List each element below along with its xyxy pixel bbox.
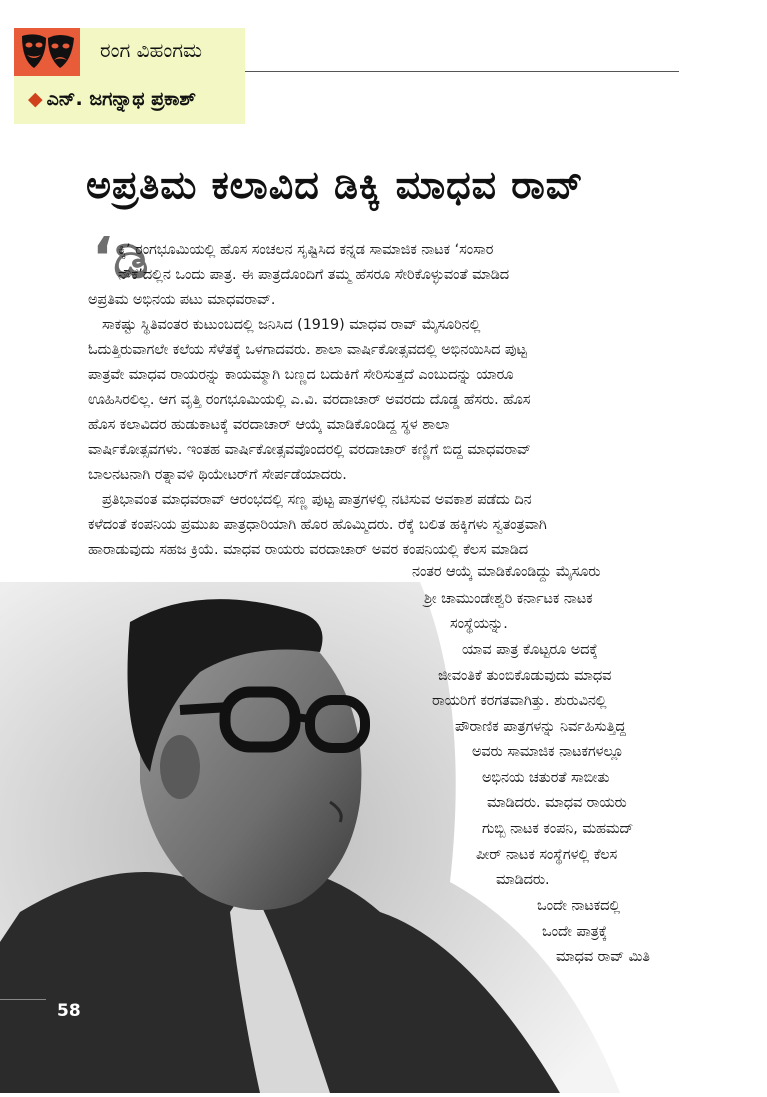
text-line: ಪಾತ್ರವೇ ಮಾಧವ ರಾಯರನ್ನು ಕಾಯಮ್ಮಾಗಿ ಬಣ್ಣದ ಬದುಕಿಗೆ ಸೇರಿಸುತ್ತದೆ ಎಂಬುದನ್ನು ಯಾರೂ (88, 367, 514, 383)
page-number: 58 (57, 1001, 81, 1021)
wrapped-text-line: ಮಾಡಿದರು. (496, 872, 550, 888)
diamond-bullet-icon: ◆ (28, 88, 43, 110)
footer-divider (0, 999, 46, 1000)
text-line: ಓದುತ್ತಿರುವಾಗಲೇ ಕಲೆಯ ಸೆಳೆತಕ್ಕೆ ಒಳಗಾದವರು. ಶಾಲಾ ವಾರ್ಷಿಕೋತ್ಸವದಲ್ಲಿ ಅಭಿನಯಿಸಿದ ಪುಟ್ಟ (88, 342, 527, 358)
wrapped-text-line: ಅವರು ಸಾಮಾಜಿಕ ನಾಟಕಗಳಲ್ಲೂ (472, 744, 624, 760)
wrapped-text-line: ಪೌರಾಣಿಕ ಪಾತ್ರಗಳನ್ನು ನಿರ್ವಹಿಸುತ್ತಿದ್ದ (455, 719, 626, 735)
paragraph-2 (88, 313, 678, 488)
text-line: ವಾರ್ಷಿಕೋತ್ಸವಗಳು. ಇಂತಹ ವಾರ್ಷಿಕೋತ್ಸವವೊಂದರಲ್ಲಿ ವರದಾಚಾರ್ ಕಣ್ಣಿಗೆ ಬಿದ್ದ ಮಾಧವರಾವ್ (88, 442, 531, 458)
author-name: ಎನ್. ಜಗನ್ನಾಥ ಪ್ರಕಾಶ್ (46, 88, 196, 110)
text-line: ಸಾಕಷ್ಟು ಸ್ಥಿತಿವಂತರ ಕುಟುಂಬದಲ್ಲಿ ಜನಿಸಿದ (1919) ಮಾಧವ ರಾವ್ ಮೈಸೂರಿನಲ್ಲಿ (102, 317, 481, 333)
wrapped-text-line: ಒಂದೇ ನಾಟಕದಲ್ಲಿ (537, 898, 621, 914)
wrapped-text-line: ಯಾವ ಪಾತ್ರ ಕೊಟ್ಟರೂ ಅದಕ್ಕೆ (462, 642, 598, 658)
wrapped-text-line: ಶ್ರೀ ಚಾಮುಂಡೇಶ್ವರಿ ಕರ್ನಾಟಕ ನಾಟಕ (424, 591, 593, 607)
text-line: ಅಪ್ರತಿಮ ಅಭಿನಯ ಪಟು ಮಾಧವರಾವ್. (88, 292, 276, 308)
text-line: ಹೊಸ ಕಲಾವಿದರ ಹುಡುಕಾಟಕ್ಕೆ ವರದಾಚಾರ್ ಆಯ್ಕೆ ಮಾಡಿಕೊಂಡಿದ್ದ ಸ್ಥಳ ಶಾಲಾ (88, 417, 450, 433)
text-line: ಕಳೆದಂತೆ ಕಂಪನಿಯ ಪ್ರಮುಖ ಪಾತ್ರಧಾರಿಯಾಗಿ ಹೊರ ಹೊಮ್ಮಿದರು. ರೆಕ್ಕೆ ಬಲಿತ ಹಕ್ಕಿಗಳು ಸ್ವತಂತ್ರವಾಗಿ (88, 517, 547, 533)
header-divider (245, 71, 679, 72)
theatre-masks-icon (14, 28, 80, 76)
article-title: ಅಪ್ರತಿಮ ಕಲಾವಿದ ಡಿಕ್ಕಿ ಮಾಧವ ರಾವ್ (86, 163, 584, 207)
text-line: ಬಾಲನಟನಾಗಿ ರತ್ನಾವಳಿ ಥಿಯೇಟರ್‌ಗೆ ಸೇರ್ಪಡೆಯಾದರು. (88, 467, 347, 483)
wrapped-text-line: ಸಂಸ್ಥೆಯನ್ನು. (450, 616, 508, 632)
drop-cap: ‘ಡಿ (92, 226, 149, 291)
column-name: ರಂಗ ವಿಹಂಗಮ (100, 38, 203, 62)
wrapped-text-line: ಗುಬ್ಬಿ ನಾಟಕ ಕಂಪನಿ, ಮಹಮದ್ (482, 821, 634, 837)
wrapped-text-line: ನಂತರ ಆಯ್ಕೆ ಮಾಡಿಕೊಂಡಿದ್ದು ಮೈಸೂರು (412, 564, 601, 580)
text-line: ಕ್ಕಿ’ ರಂಗಭೂಮಿಯಲ್ಲಿ ಹೊಸ ಸಂಚಲನ ಸೃಷ್ಟಿಸಿದ ಕನ್ನಡ ಸಾಮಾಜಿಕ ನಾಟಕ ‘ಸಂಸಾರ (118, 242, 494, 258)
wrapped-text-line: ಮಾಡಿದರು. ಮಾಧವ ರಾಯರು (487, 795, 627, 811)
wrapped-text-line: ರಾಯರಿಗೆ ಕರಗತವಾಗಿತ್ತು. ಶುರುವಿನಲ್ಲಿ (432, 693, 607, 709)
text-line: ಊಹಿಸಿರಲಿಲ್ಲ. ಆಗ ವೃತ್ತಿ ರಂಗಭೂಮಿಯಲ್ಲಿ ಎ.ವಿ. ವರದಾಚಾರ್ ಅವರದು ದೊಡ್ಡ ಹೆಸರು. ಹೊಸ (88, 392, 531, 408)
wrapped-text-line: ಜೀವಂತಿಕೆ ತುಂಬಿಕೊಡುವುದು ಮಾಧವ (438, 668, 612, 684)
paragraph-1 (88, 238, 678, 313)
paragraph-3 (88, 488, 678, 563)
text-line: ಹಾರಾಡುವುದು ಸಹಜ ಕ್ರಿಯೆ. ಮಾಧವ ರಾಯರು ವರದಾಚಾರ್ ಅವರ ಕಂಪನಿಯಲ್ಲಿ ಕೆಲಸ ಮಾಡಿದ (88, 542, 528, 558)
column-header (14, 28, 245, 124)
text-line: ಪ್ರತಿಭಾವಂತ ಮಾಧವರಾವ್ ಆರಂಭದಲ್ಲಿ ಸಣ್ಣ ಪುಟ್ಟ ಪಾತ್ರಗಳಲ್ಲಿ ನಟಿಸುವ ಅವಕಾಶ ಪಡೆದು ದಿನ (102, 492, 532, 508)
author-byline (28, 88, 196, 110)
text-line: ನೌಕೆ’ದಲ್ಲಿನ ಒಂದು ಪಾತ್ರ. ಈ ಪಾತ್ರದೊಂದಿಗೆ ತಮ್ಮ ಹೆಸರೂ ಸೇರಿಕೊಳ್ಳುವಂತೆ ಮಾಡಿದ (118, 267, 510, 283)
wrapped-text-line: ಪೀರ್ ನಾಟಕ ಸಂಸ್ಥೆಗಳಲ್ಲಿ ಕೆಲಸ (476, 847, 618, 863)
wrapped-text-line: ಒಂದೇ ಪಾತ್ರಕ್ಕೆ (542, 924, 608, 940)
wrapped-text-line: ಮಾಧವ ರಾವ್ ಮಿತಿ (556, 949, 650, 965)
wrapped-text-line: ಅಭಿನಯ ಚತುರತೆ ಸಾಬೀತು (482, 770, 610, 786)
